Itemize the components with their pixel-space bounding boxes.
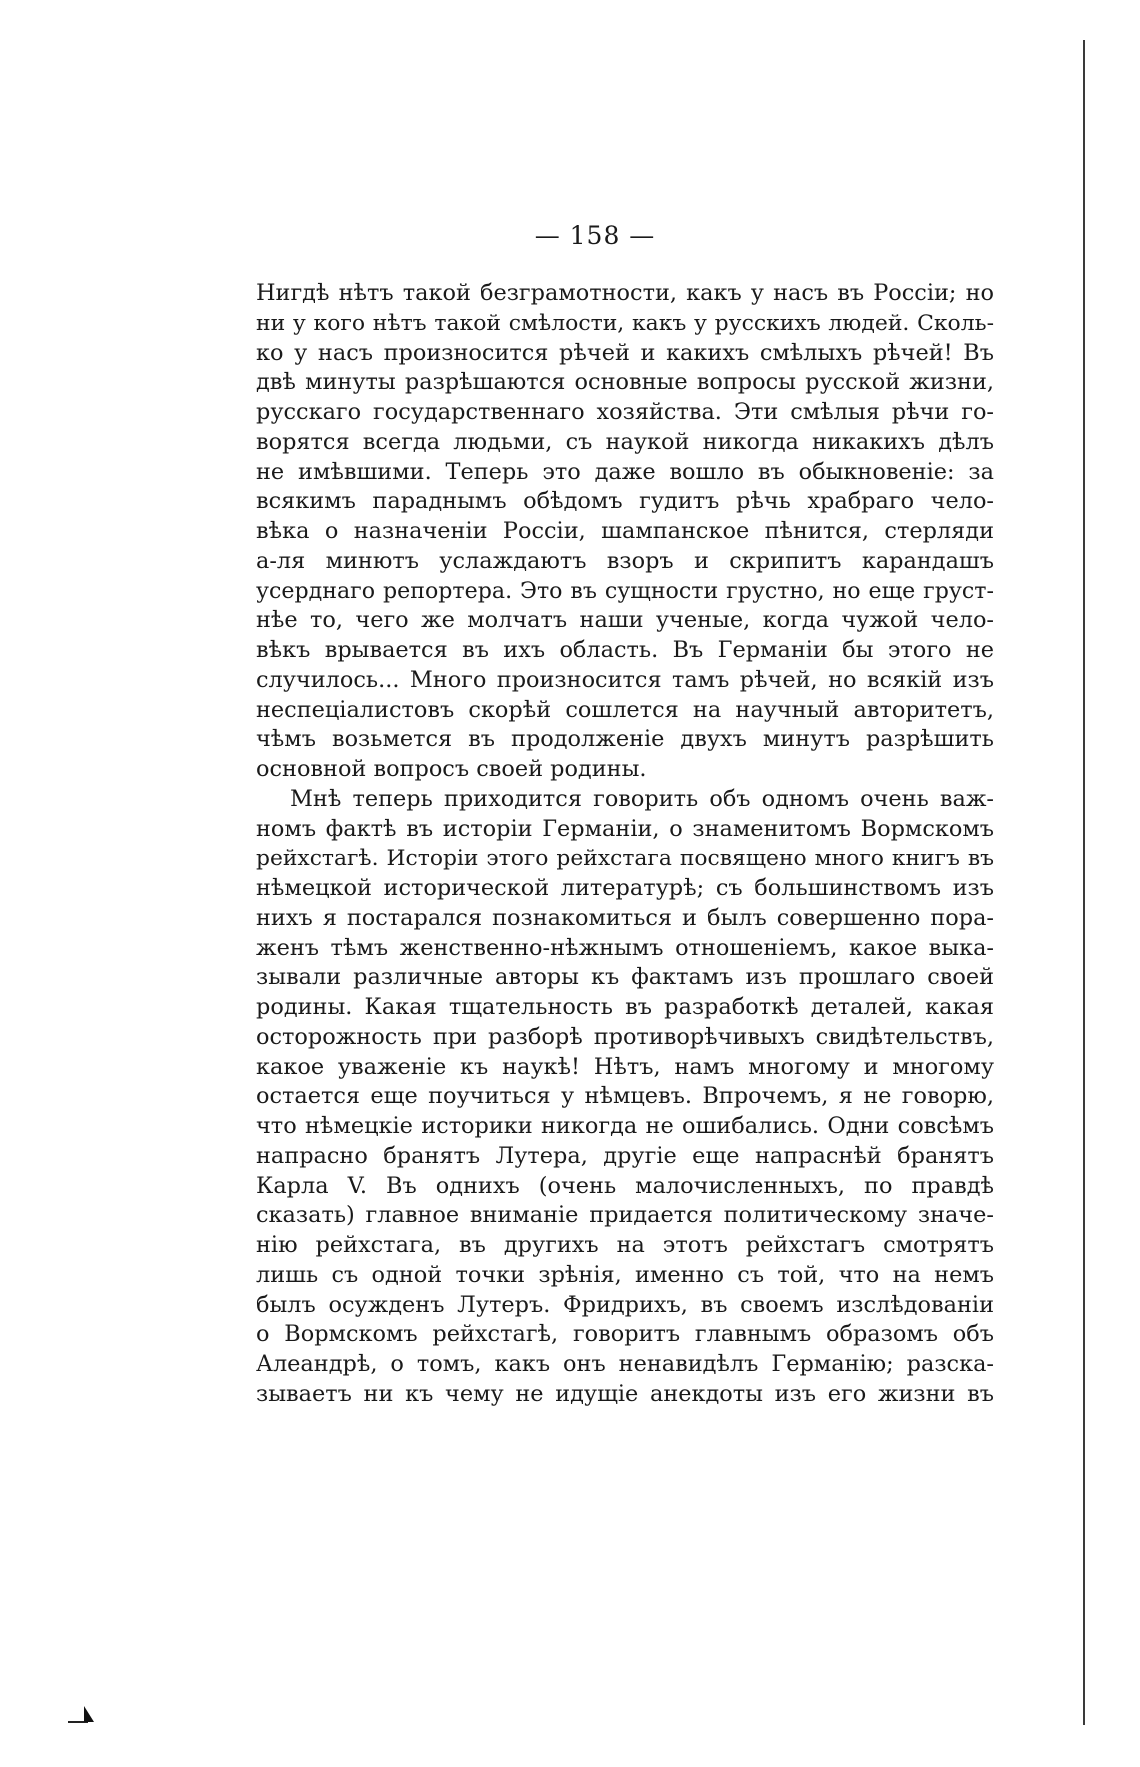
text-line: русскаго государственнаго хозяйства. Эти смѣлыя рѣчи го- — [256, 399, 994, 425]
text-line: былъ осужденъ Лутеръ. Фридрихъ, въ своемъ изслѣдованіи — [256, 1291, 994, 1318]
text-line: случилось... Много произносится тамъ рѣчей, но всякій изъ — [256, 666, 994, 693]
text-line: лишь съ одной точки зрѣнія, именно съ той, что на немъ — [256, 1261, 994, 1288]
text-line: Алеандрѣ, о томъ, какъ онъ ненавидѣлъ Германію; разска- — [256, 1351, 994, 1377]
text-line: Нигдѣ нѣтъ такой безграмотности, какъ у насъ въ Россіи; но — [256, 280, 994, 306]
text-line: зывали различные авторы къ фактамъ изъ прошлаго своей — [256, 964, 994, 991]
text-line: женъ тѣмъ женственно-нѣжнымъ отношеніемъ, какое выка- — [256, 934, 994, 961]
text-line: двѣ минуты разрѣшаются основные вопросы русской жизни, — [256, 369, 994, 396]
text-line: неспеціалистовъ скорѣй сошлется на научный авторитетъ, — [256, 696, 994, 723]
paragraph-end-line: основной вопросъ своей родины. — [256, 756, 647, 782]
text-line: нихъ я постарался познакомиться и былъ совершенно пора- — [256, 904, 994, 931]
text-line: зываетъ ни къ чему не идущіе анекдоты изъ его жизни въ — [256, 1380, 994, 1407]
page-edge-rule — [1083, 40, 1085, 1725]
paragraph-start-line: Мнѣ теперь приходится говорить объ одномъ очень важ- — [290, 785, 994, 812]
text-line: вѣкъ врывается въ ихъ область. Въ Германіи бы этого не — [256, 637, 994, 663]
text-line: сказать) главное вниманіе придается политическому значе- — [256, 1202, 994, 1229]
text-line: что нѣмецкіе историки никогда не ошибались. Одни совсѣмъ — [256, 1113, 994, 1139]
text-line: осторожность при разборѣ противорѣчивыхъ свидѣтельствъ, — [256, 1023, 994, 1050]
text-line: не имѣвшими. Теперь это даже вошло въ обыкновеніе: за — [256, 458, 994, 485]
text-line: Карла V. Въ однихъ (очень малочисленныхъ, по правдѣ — [256, 1172, 994, 1199]
text-line: остается еще поучиться у нѣмцевъ. Впрочемъ, я не говорю, — [256, 1083, 994, 1110]
text-line: номъ фактѣ въ исторіи Германіи, о знаменитомъ Вормскомъ — [256, 815, 994, 842]
text-line: напрасно бранятъ Лутера, другіе еще напраснѣй бранятъ — [256, 1142, 994, 1169]
text-line: вѣка о назначеніи Россіи, шампанское пѣнится, стерляди — [256, 518, 994, 544]
scan-corner-arrow-icon — [68, 1704, 96, 1724]
text-line: нію рейхстага, въ другихъ на этотъ рейхстагъ смотрятъ — [256, 1232, 994, 1258]
text-line: всякимъ параднымъ обѣдомъ гудитъ рѣчь храбраго чело- — [256, 488, 994, 515]
text-line: ни у кого нѣтъ такой смѣлости, какъ у русскихъ людей. Сколь- — [256, 310, 994, 336]
text-line: ворятся всегда людьми, съ наукой никогда никакихъ дѣлъ — [256, 428, 994, 455]
text-line: чѣмъ возьмется въ продолженіе двухъ минутъ разрѣшить — [256, 726, 994, 753]
text-line: рейхстагѣ. Исторіи этого рейхстага посвящено много книгъ въ — [256, 846, 994, 872]
body-text — [256, 279, 994, 1410]
text-line: родины. Какая тщательность въ разработкѣ деталей, какая — [256, 994, 994, 1020]
text-line: нѣе то, чего же молчатъ наши ученые, когда чужой чело- — [256, 607, 994, 634]
page-number: — 158 — — [534, 221, 656, 250]
text-line: ко у насъ произносится рѣчей и какихъ смѣлыхъ рѣчей! Въ — [256, 339, 994, 366]
text-line: нѣмецкой исторической литературѣ; съ большинствомъ изъ — [256, 875, 994, 901]
text-line: какое уваженіе къ наукѣ! Нѣтъ, намъ многому и многому — [256, 1053, 994, 1080]
text-line: а-ля минютъ услаждаютъ взоръ и скрипитъ карандашъ — [256, 547, 994, 574]
text-line: усерднаго репортера. Это въ сущности грустно, но еще груст- — [256, 577, 994, 604]
text-line: о Вормскомъ рейхстагѣ, говоритъ главнымъ образомъ объ — [256, 1321, 994, 1348]
